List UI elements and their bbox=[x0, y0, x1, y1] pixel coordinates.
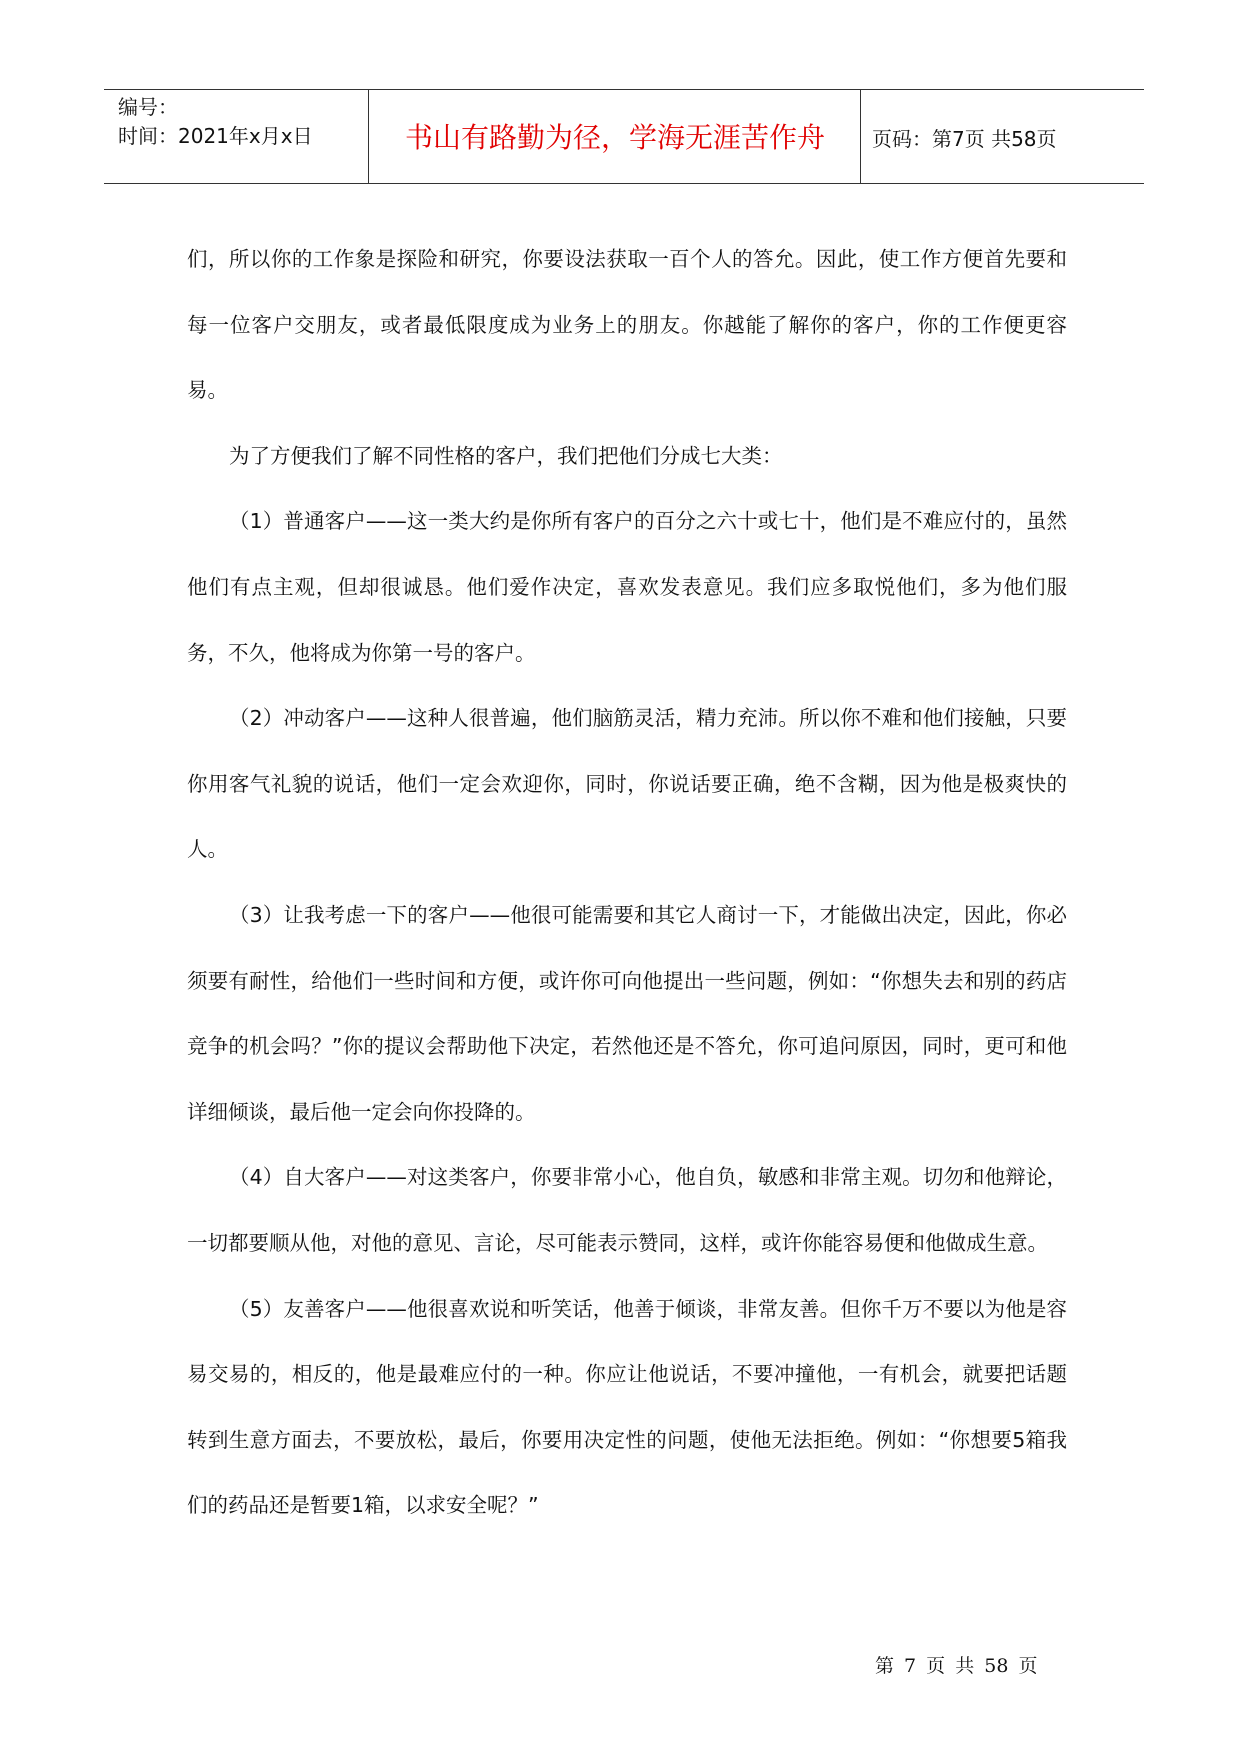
document-time-label: 时间：2021年x月x日 bbox=[118, 124, 313, 148]
header-page-code: 页码：第7页 共58页 bbox=[872, 127, 1057, 151]
paragraph: 为了方便我们了解不同性格的客户，我们把他们分成七大类： bbox=[229, 443, 783, 468]
paragraph: （5）友善客户——他很喜欢说和听笑话，他善于倾谈，非常友善。但你千万不要以为他是容易交易的，相反的，他是最难应付的一种。你应让他说话，不要冲撞他，一有机会，就要把话题转到生意方面去，不要放松，最后，你要用决定性的问题，使他无法拒绝。例如：“你想要5箱我们的药品还是暂要1箱，以求安全呢？” bbox=[187, 1296, 1067, 1518]
header-divider bbox=[368, 90, 369, 183]
header-motto: 书山有路勤为径，学海无涯苦作舟 bbox=[404, 121, 825, 154]
paragraph: 们，所以你的工作象是探险和研究，你要设法获取一百个人的答允。因此，使工作方便首先要和每一位客户交朋友，或者最低限度成为业务上的朋友。你越能了解你的客户，你的工作便更容易。 bbox=[187, 247, 1067, 403]
paragraph: （4）自大客户——对这类客户，你要非常小心，他自负，敏感和非常主观。切勿和他辩论，一切都要顺从他，对他的意见、言论，尽可能表示赞同，这样，或许你能容易便和他做成生意。 bbox=[187, 1165, 1067, 1255]
page-footer: 第 7 页 共 58 页 bbox=[875, 1655, 1038, 1677]
document-number-label: 编号： bbox=[118, 95, 178, 119]
document-meta bbox=[118, 93, 358, 151]
page-header bbox=[104, 89, 1144, 184]
document-body bbox=[187, 227, 1067, 1539]
header-divider bbox=[860, 90, 861, 183]
paragraph: （1）普通客户——这一类大约是你所有客户的百分之六十或七十，他们是不难应付的，虽然他们有点主观，但却很诚恳。他们爱作决定，喜欢发表意见。我们应多取悦他们，多为他们服务，不久，他将成为你第一号的客户。 bbox=[187, 509, 1067, 665]
paragraph: （2）冲动客户——这种人很普遍，他们脑筋灵活，精力充沛。所以你不难和他们接触，只要你用客气礼貌的说话，他们一定会欢迎你，同时，你说话要正确，绝不含糊，因为他是极爽快的人。 bbox=[187, 706, 1067, 862]
paragraph: （3）让我考虑一下的客户——他很可能需要和其它人商讨一下，才能做出决定，因此，你必须要有耐性，给他们一些时间和方便，或许你可向他提出一些问题，例如：“你想失去和别的药店竞争的机会吗？”你的提议会帮助他下决定，若然他还是不答允，你可追问原因，同时，更可和他详细倾谈，最后他一定会向你投降的。 bbox=[187, 902, 1067, 1124]
